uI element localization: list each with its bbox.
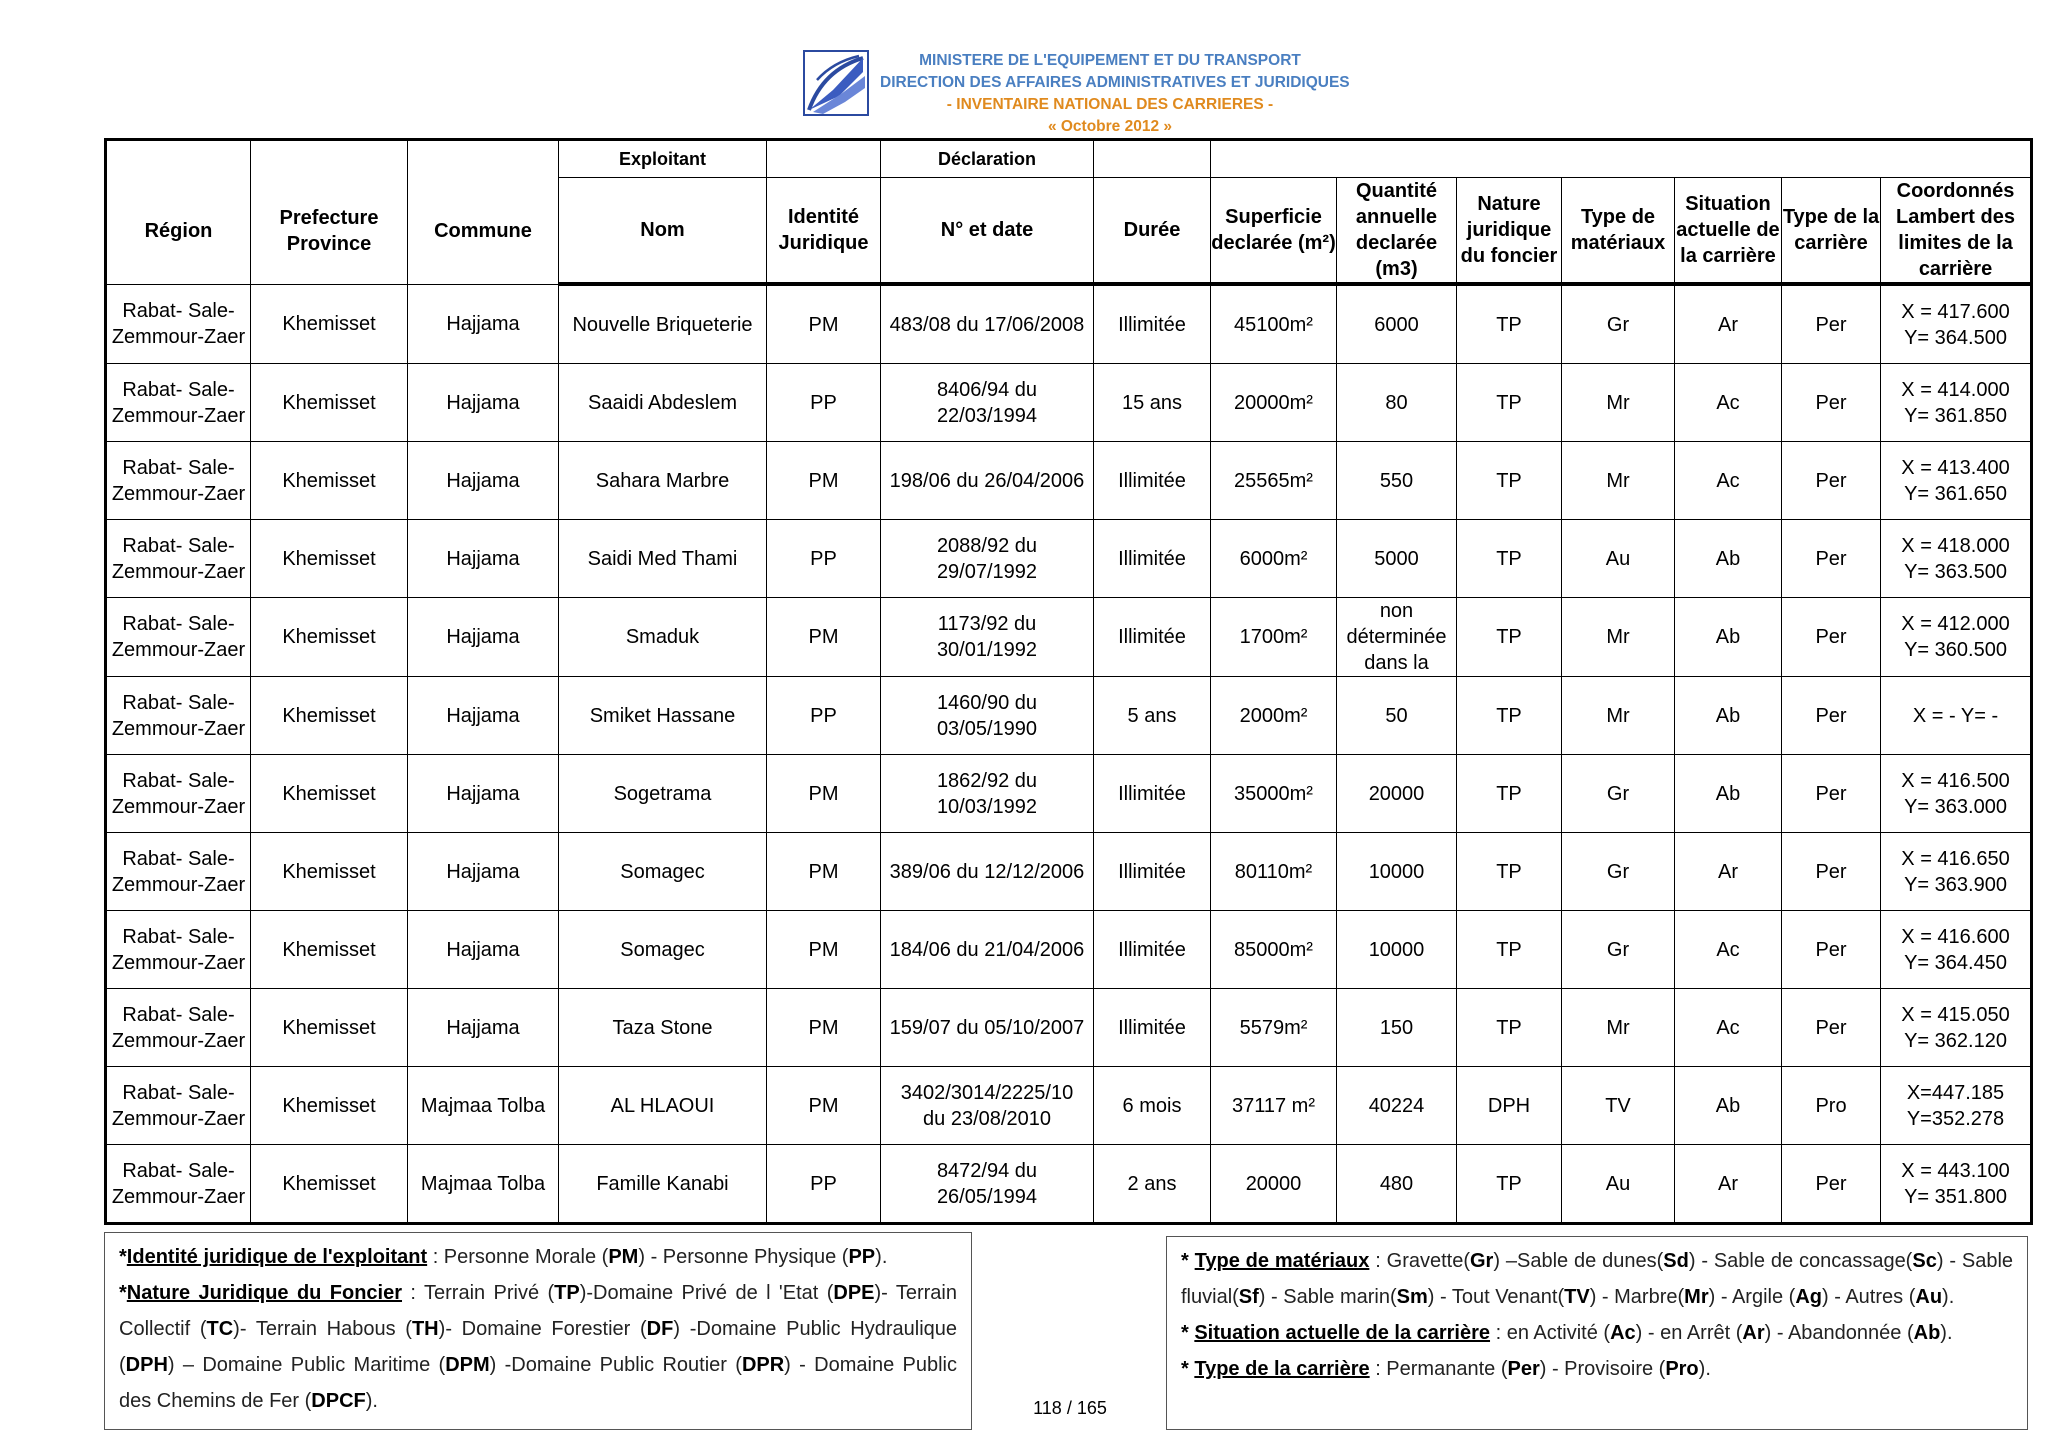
- cell-superficie: 35000m²: [1211, 755, 1337, 833]
- cell-nom: Famille Kanabi: [559, 1145, 767, 1224]
- cell-nature: TP: [1457, 598, 1562, 677]
- cell-type-materiaux: Mr: [1562, 989, 1675, 1067]
- cell-type-materiaux: Gr: [1562, 284, 1675, 364]
- blank-header-cell: [408, 140, 559, 178]
- cell-nature: TP: [1457, 989, 1562, 1067]
- cell-numero: 8406/94 du 22/03/1994: [881, 364, 1094, 442]
- legend-type-carriere-text: : Permanante (Per) - Provisoire (Pro).: [1369, 1358, 1711, 1380]
- cell-coordonnees: X = - Y= -: [1881, 677, 2032, 755]
- cell-superficie: 45100m²: [1211, 284, 1337, 364]
- cell-duree: 5 ans: [1094, 677, 1211, 755]
- cell-identite: PP: [767, 677, 881, 755]
- cell-numero: 3402/3014/2225/10 du 23/08/2010: [881, 1067, 1094, 1145]
- cell-coordonnees: X = 413.400 Y= 361.650: [1881, 442, 2032, 520]
- cell-coordonnees: X = 418.000 Y= 363.500: [1881, 520, 2032, 598]
- cell-region: Rabat- Sale- Zemmour-Zaer: [106, 1145, 251, 1224]
- cell-type-carriere: Per: [1782, 911, 1881, 989]
- table-body: [106, 284, 2032, 1224]
- cell-type-materiaux: Gr: [1562, 911, 1675, 989]
- table-row: [106, 755, 2032, 833]
- cell-coordonnees: X = 416.500 Y= 363.000: [1881, 755, 2032, 833]
- blank-header-cell: [251, 140, 408, 178]
- legend-nature-title: Nature Juridique du Foncier: [126, 1282, 403, 1304]
- table-row: [106, 1067, 2032, 1145]
- exploitant-group-header: Exploitant: [559, 140, 767, 178]
- cell-quantite: 10000: [1337, 911, 1457, 989]
- cell-duree: 2 ans: [1094, 1145, 1211, 1224]
- table-row: [106, 1145, 2032, 1224]
- inventory-title: - INVENTAIRE NATIONAL DES CARRIERES -: [946, 96, 1274, 113]
- cell-region: Rabat- Sale- Zemmour-Zaer: [106, 598, 251, 677]
- cell-identite: PM: [767, 911, 881, 989]
- legend-identite: *Identité juridique de l'exploitant : Personne Morale (PM) - Personne Physique (PP).: [119, 1246, 888, 1268]
- legend-type-carriere-title: Type de la carrière: [1194, 1358, 1370, 1380]
- cell-region: Rabat- Sale- Zemmour-Zaer: [106, 989, 251, 1067]
- cell-situation: Ac: [1675, 989, 1782, 1067]
- cell-numero: 1460/90 du 03/05/1990: [881, 677, 1094, 755]
- cell-prefecture: Khemisset: [251, 284, 408, 364]
- legend-nature-text: : Terrain Privé (TP)-Domaine Privé de l 'Etat (DPE)- Terrain Collectif (TC)- Terrain Habous (TH)- Domaine Forestier (DF) -Domaine Public Hydraulique (DPH) – Domaine Public Maritime (DPM) -Domaine Public Routier (DPR) - Domaine Public des Chemins de Fer (DPCF).: [119, 1282, 958, 1412]
- cell-commune: Majmaa Tolba: [408, 1145, 559, 1224]
- cell-superficie: 85000m²: [1211, 911, 1337, 989]
- col-header-prefecture: Prefecture Province: [251, 178, 408, 285]
- cell-type-carriere: Per: [1782, 442, 1881, 520]
- legend-situation: * Situation actuelle de la carrière : en Activité (Ac) - en Arrêt (Ar) - Abandonnée (Ab).: [1181, 1322, 1953, 1344]
- cell-region: Rabat- Sale- Zemmour-Zaer: [106, 1067, 251, 1145]
- ministry-logo-icon: [803, 50, 869, 116]
- blank-header-cell: [1094, 140, 1211, 178]
- table-group-header-row: [106, 140, 2032, 178]
- cell-type-carriere: Per: [1782, 1145, 1881, 1224]
- cell-coordonnees: X = 414.000 Y= 361.850: [1881, 364, 2032, 442]
- quarries-table: [104, 138, 2033, 1225]
- cell-nom: Smaduk: [559, 598, 767, 677]
- cell-duree: Illimitée: [1094, 833, 1211, 911]
- cell-prefecture: Khemisset: [251, 989, 408, 1067]
- cell-commune: Hajjama: [408, 442, 559, 520]
- cell-prefecture: Khemisset: [251, 520, 408, 598]
- col-header-nom: Nom: [559, 178, 767, 285]
- cell-coordonnees: X = 415.050 Y= 362.120: [1881, 989, 2032, 1067]
- legend-nature: *Nature Juridique du Foncier : Terrain Privé (TP)-Domaine Privé de l 'Etat (DPE)- Terrain Collectif (TC)- Terrain Habous (TH)- Domaine Forestier (DF) -Domaine Public Hydraulique (DPH) – Domaine Public Maritime (DPM) -Domaine Public Routier (DPR) - Domaine Public des Chemins de Fer (DPCF).: [119, 1282, 958, 1412]
- cell-superficie: 25565m²: [1211, 442, 1337, 520]
- legend-situation-text: : en Activité (Ac) - en Arrêt (Ar) - Abandonnée (Ab).: [1490, 1322, 1953, 1344]
- cell-type-materiaux: Mr: [1562, 364, 1675, 442]
- cell-nom: Somagec: [559, 911, 767, 989]
- cell-superficie: 20000: [1211, 1145, 1337, 1224]
- cell-type-materiaux: TV: [1562, 1067, 1675, 1145]
- cell-commune: Hajjama: [408, 989, 559, 1067]
- cell-duree: Illimitée: [1094, 989, 1211, 1067]
- legend-box-left: [104, 1232, 972, 1430]
- col-header-identite: Identité Juridique: [767, 178, 881, 285]
- cell-commune: Hajjama: [408, 911, 559, 989]
- cell-region: Rabat- Sale- Zemmour-Zaer: [106, 755, 251, 833]
- cell-nature: TP: [1457, 833, 1562, 911]
- page-number: 118 / 165: [1033, 1398, 1107, 1418]
- cell-identite: PM: [767, 1067, 881, 1145]
- table-row: [106, 833, 2032, 911]
- table-row: [106, 284, 2032, 364]
- legend-type-materiaux: * Type de matériaux : Gravette(Gr) –Sable de dunes(Sd) - Sable de concassage(Sc) - Sable fluvial(Sf) - Sable marin(Sm) - Tout Venant(TV) - Marbre(Mr) - Argile (Ag) - Autres (Au).: [1181, 1250, 2014, 1308]
- cell-nom: Smiket Hassane: [559, 677, 767, 755]
- cell-duree: 6 mois: [1094, 1067, 1211, 1145]
- table-row: [106, 989, 2032, 1067]
- declaration-group-header: Déclaration: [881, 140, 1094, 178]
- cell-coordonnees: X = 416.600 Y= 364.450: [1881, 911, 2032, 989]
- cell-nature: TP: [1457, 520, 1562, 598]
- cell-coordonnees: X = 416.650 Y= 363.900: [1881, 833, 2032, 911]
- cell-prefecture: Khemisset: [251, 677, 408, 755]
- cell-nom: Sogetrama: [559, 755, 767, 833]
- cell-nature: DPH: [1457, 1067, 1562, 1145]
- inventory-date: « Octobre 2012 »: [1047, 118, 1173, 135]
- cell-identite: PM: [767, 755, 881, 833]
- cell-numero: 198/06 du 26/04/2006: [881, 442, 1094, 520]
- legend-type-materiaux-title: Type de matériaux: [1194, 1250, 1370, 1272]
- cell-superficie: 5579m²: [1211, 989, 1337, 1067]
- cell-identite: PM: [767, 989, 881, 1067]
- cell-coordonnees: X = 412.000 Y= 360.500: [1881, 598, 2032, 677]
- col-header-superficie: Superficie declarée (m²): [1211, 178, 1337, 285]
- cell-prefecture: Khemisset: [251, 755, 408, 833]
- cell-prefecture: Khemisset: [251, 1067, 408, 1145]
- cell-nom: Taza Stone: [559, 989, 767, 1067]
- cell-situation: Ab: [1675, 520, 1782, 598]
- cell-nom: Somagec: [559, 833, 767, 911]
- cell-commune: Hajjama: [408, 833, 559, 911]
- cell-quantite: 20000: [1337, 755, 1457, 833]
- cell-type-carriere: Per: [1782, 755, 1881, 833]
- cell-duree: Illimitée: [1094, 911, 1211, 989]
- col-header-region: Région: [106, 178, 251, 285]
- table-row: [106, 598, 2032, 677]
- cell-superficie: 6000m²: [1211, 520, 1337, 598]
- cell-nature: TP: [1457, 911, 1562, 989]
- blank-header-cell: [1211, 140, 2032, 178]
- cell-situation: Ac: [1675, 442, 1782, 520]
- table-row: [106, 677, 2032, 755]
- cell-nom: Sahara Marbre: [559, 442, 767, 520]
- cell-prefecture: Khemisset: [251, 442, 408, 520]
- col-header-coordonnees: Coordonnés Lambert des limites de la carrière: [1881, 178, 2032, 285]
- cell-type-materiaux: Au: [1562, 1145, 1675, 1224]
- cell-commune: Majmaa Tolba: [408, 1067, 559, 1145]
- cell-commune: Hajjama: [408, 284, 559, 364]
- cell-situation: Ar: [1675, 1145, 1782, 1224]
- cell-quantite: 10000: [1337, 833, 1457, 911]
- cell-commune: Hajjama: [408, 520, 559, 598]
- cell-region: Rabat- Sale- Zemmour-Zaer: [106, 364, 251, 442]
- cell-nature: TP: [1457, 677, 1562, 755]
- cell-identite: PP: [767, 1145, 881, 1224]
- cell-nature: TP: [1457, 1145, 1562, 1224]
- cell-prefecture: Khemisset: [251, 1145, 408, 1224]
- cell-situation: Ac: [1675, 911, 1782, 989]
- cell-identite: PP: [767, 364, 881, 442]
- cell-nom: Nouvelle Briqueterie: [559, 284, 767, 364]
- blank-header-cell: [106, 140, 251, 178]
- legend-type-materiaux-text: : Gravette(Gr) –Sable de dunes(Sd) - Sable de concassage(Sc) - Sable fluvial(Sf) - Sable marin(Sm) - Tout Venant(TV) - Marbre(Mr) - Argile (Ag) - Autres (Au).: [1181, 1250, 2014, 1308]
- cell-type-carriere: Per: [1782, 284, 1881, 364]
- col-header-duree: Durée: [1094, 178, 1211, 285]
- cell-type-carriere: Per: [1782, 833, 1881, 911]
- cell-duree: Illimitée: [1094, 442, 1211, 520]
- cell-region: Rabat- Sale- Zemmour-Zaer: [106, 833, 251, 911]
- cell-quantite: 6000: [1337, 284, 1457, 364]
- cell-nom: Saaidi Abdeslem: [559, 364, 767, 442]
- cell-commune: Hajjama: [408, 755, 559, 833]
- cell-type-materiaux: Mr: [1562, 442, 1675, 520]
- cell-situation: Ar: [1675, 833, 1782, 911]
- cell-numero: 1173/92 du 30/01/1992: [881, 598, 1094, 677]
- cell-situation: Ac: [1675, 364, 1782, 442]
- cell-type-carriere: Per: [1782, 989, 1881, 1067]
- legend-situation-title: Situation actuelle de la carrière: [1194, 1322, 1491, 1344]
- cell-superficie: 1700m²: [1211, 598, 1337, 677]
- blank-header-cell: [767, 140, 881, 178]
- cell-prefecture: Khemisset: [251, 911, 408, 989]
- cell-region: Rabat- Sale- Zemmour-Zaer: [106, 442, 251, 520]
- cell-numero: 1862/92 du 10/03/1992: [881, 755, 1094, 833]
- cell-nom: AL HLAOUI: [559, 1067, 767, 1145]
- col-header-type-materiaux: Type de matériaux: [1562, 178, 1675, 285]
- cell-coordonnees: X = 417.600 Y= 364.500: [1881, 284, 2032, 364]
- col-header-commune: Commune: [408, 178, 559, 285]
- cell-situation: Ab: [1675, 1067, 1782, 1145]
- table-row: [106, 364, 2032, 442]
- col-header-situation: Situation actuelle de la carrière: [1675, 178, 1782, 285]
- cell-nature: TP: [1457, 364, 1562, 442]
- legend-type-carriere: * Type de la carrière : Permanante (Per) - Provisoire (Pro).: [1181, 1358, 1711, 1380]
- cell-identite: PM: [767, 598, 881, 677]
- cell-commune: Hajjama: [408, 677, 559, 755]
- cell-numero: 389/06 du 12/12/2006: [881, 833, 1094, 911]
- cell-identite: PM: [767, 833, 881, 911]
- cell-type-carriere: Pro: [1782, 1067, 1881, 1145]
- cell-duree: Illimitée: [1094, 598, 1211, 677]
- cell-region: Rabat- Sale- Zemmour-Zaer: [106, 284, 251, 364]
- ministry-name: MINISTERE DE L'EQUIPEMENT ET DU TRANSPORT: [919, 52, 1301, 69]
- document-header: [880, 50, 1350, 138]
- cell-superficie: 37117 m²: [1211, 1067, 1337, 1145]
- cell-numero: 159/07 du 05/10/2007: [881, 989, 1094, 1067]
- cell-type-carriere: Per: [1782, 520, 1881, 598]
- cell-quantite: 550: [1337, 442, 1457, 520]
- cell-quantite: non déterminée dans la: [1337, 598, 1457, 677]
- cell-prefecture: Khemisset: [251, 364, 408, 442]
- cell-numero: 2088/92 du 29/07/1992: [881, 520, 1094, 598]
- cell-type-materiaux: Mr: [1562, 598, 1675, 677]
- direction-name: DIRECTION DES AFFAIRES ADMINISTRATIVES ET JURIDIQUES: [880, 74, 1350, 91]
- cell-duree: Illimitée: [1094, 284, 1211, 364]
- col-header-type-carriere: Type de la carrière: [1782, 178, 1881, 285]
- cell-superficie: 80110m²: [1211, 833, 1337, 911]
- cell-nature: TP: [1457, 284, 1562, 364]
- cell-numero: 483/08 du 17/06/2008: [881, 284, 1094, 364]
- legend-identite-text: : Personne Morale (PM) - Personne Physique (PP).: [427, 1246, 888, 1268]
- col-header-numero: N° et date: [881, 178, 1094, 285]
- legend-identite-title: Identité juridique de l'exploitant: [126, 1246, 428, 1268]
- cell-region: Rabat- Sale- Zemmour-Zaer: [106, 911, 251, 989]
- table-row: [106, 442, 2032, 520]
- cell-type-carriere: Per: [1782, 677, 1881, 755]
- cell-quantite: 50: [1337, 677, 1457, 755]
- cell-superficie: 2000m²: [1211, 677, 1337, 755]
- cell-prefecture: Khemisset: [251, 598, 408, 677]
- cell-superficie: 20000m²: [1211, 364, 1337, 442]
- cell-quantite: 80: [1337, 364, 1457, 442]
- legend-box-right: [1166, 1236, 2028, 1430]
- cell-duree: 15 ans: [1094, 364, 1211, 442]
- table-header-row: [106, 178, 2032, 285]
- cell-identite: PP: [767, 520, 881, 598]
- cell-situation: Ab: [1675, 598, 1782, 677]
- cell-region: Rabat- Sale- Zemmour-Zaer: [106, 677, 251, 755]
- cell-nature: TP: [1457, 442, 1562, 520]
- cell-quantite: 480: [1337, 1145, 1457, 1224]
- cell-type-materiaux: Au: [1562, 520, 1675, 598]
- cell-coordonnees: X=447.185 Y=352.278: [1881, 1067, 2032, 1145]
- cell-numero: 8472/94 du 26/05/1994: [881, 1145, 1094, 1224]
- cell-duree: Illimitée: [1094, 520, 1211, 598]
- col-header-nature: Nature juridique du foncier: [1457, 178, 1562, 285]
- cell-identite: PM: [767, 284, 881, 364]
- cell-quantite: 5000: [1337, 520, 1457, 598]
- cell-nature: TP: [1457, 755, 1562, 833]
- cell-numero: 184/06 du 21/04/2006: [881, 911, 1094, 989]
- cell-situation: Ab: [1675, 755, 1782, 833]
- cell-type-carriere: Per: [1782, 598, 1881, 677]
- cell-commune: Hajjama: [408, 598, 559, 677]
- col-header-quantite: Quantité annuelle declarée (m3): [1337, 178, 1457, 285]
- cell-identite: PM: [767, 442, 881, 520]
- cell-situation: Ar: [1675, 284, 1782, 364]
- cell-situation: Ab: [1675, 677, 1782, 755]
- cell-prefecture: Khemisset: [251, 833, 408, 911]
- cell-type-materiaux: Gr: [1562, 755, 1675, 833]
- cell-quantite: 150: [1337, 989, 1457, 1067]
- cell-type-materiaux: Mr: [1562, 677, 1675, 755]
- cell-nom: Saidi Med Thami: [559, 520, 767, 598]
- table-row: [106, 520, 2032, 598]
- cell-region: Rabat- Sale- Zemmour-Zaer: [106, 520, 251, 598]
- cell-duree: Illimitée: [1094, 755, 1211, 833]
- cell-quantite: 40224: [1337, 1067, 1457, 1145]
- cell-commune: Hajjama: [408, 364, 559, 442]
- cell-type-materiaux: Gr: [1562, 833, 1675, 911]
- cell-type-carriere: Per: [1782, 364, 1881, 442]
- cell-coordonnees: X = 443.100 Y= 351.800: [1881, 1145, 2032, 1224]
- table-row: [106, 911, 2032, 989]
